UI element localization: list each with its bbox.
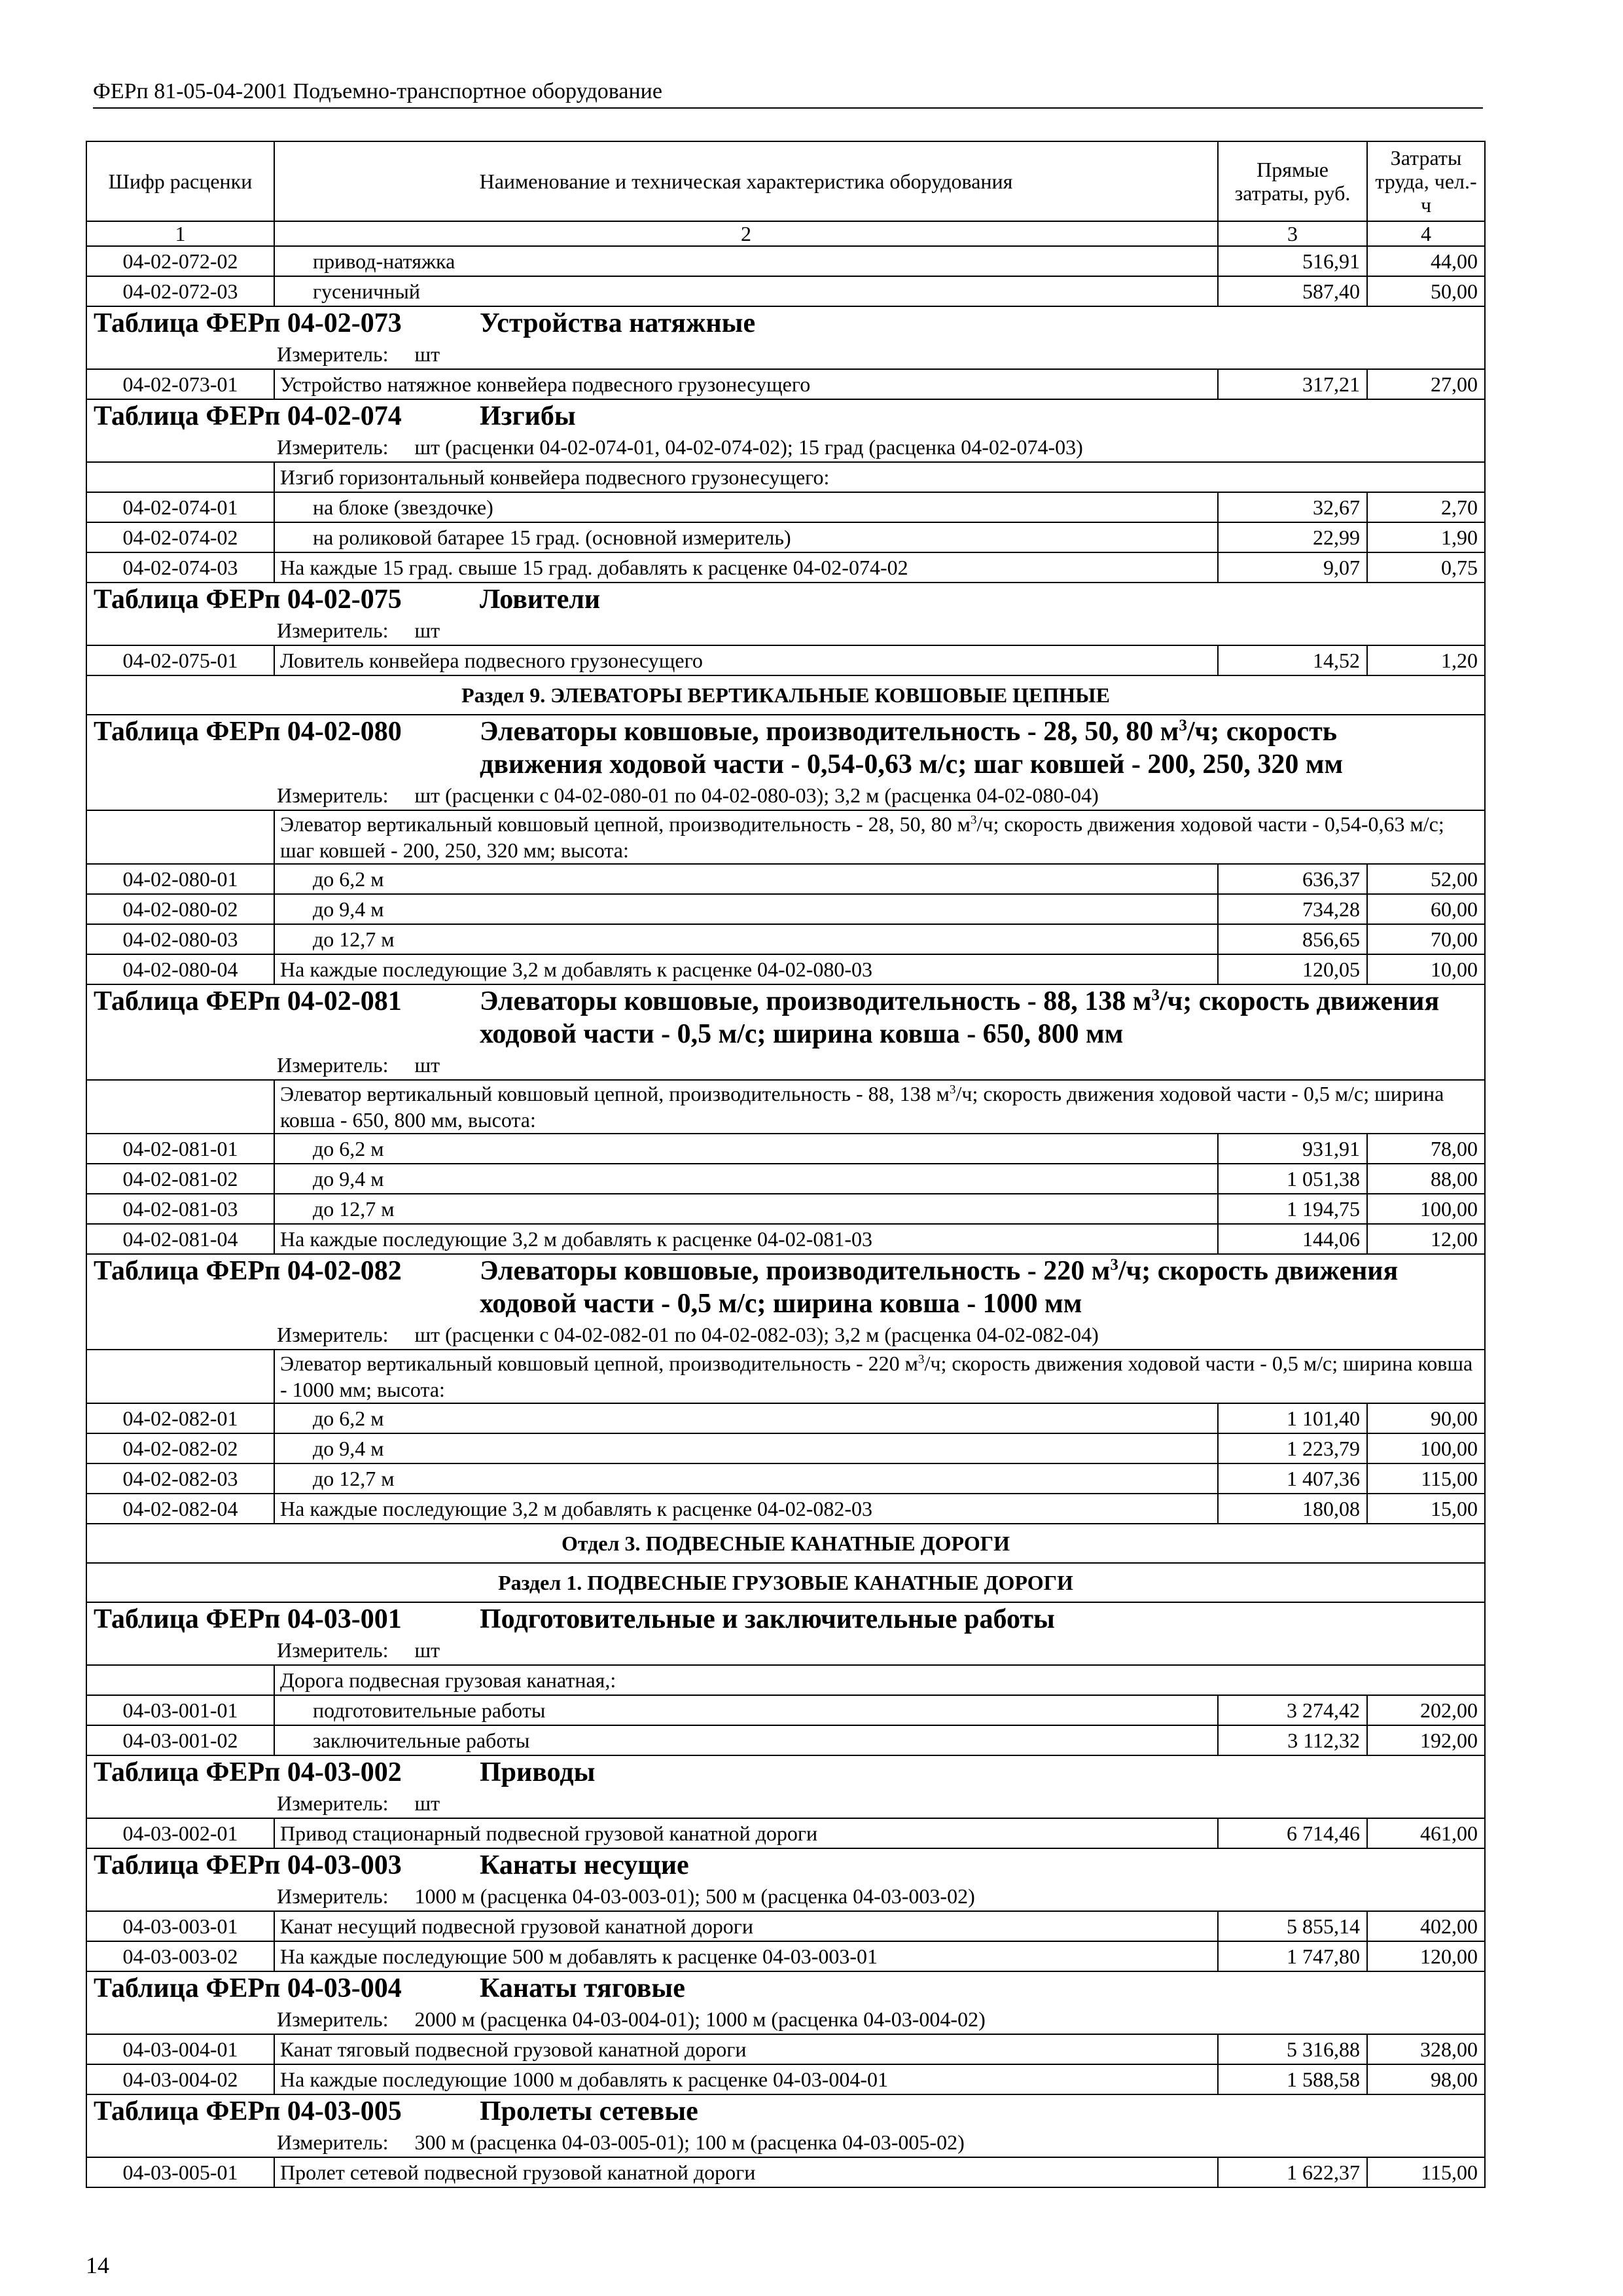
measure-cell <box>86 1636 1485 1665</box>
rate-code: 04-02-074-02 <box>86 522 274 552</box>
table-heading <box>87 583 1484 616</box>
table-row <box>86 1224 1485 1254</box>
table-heading-row <box>86 1254 1485 1320</box>
direct-cost: 1 407,36 <box>1218 1463 1367 1494</box>
table-number: Таблица ФЕРп 04-03-004 <box>94 1973 402 2003</box>
table-heading-cell <box>86 1971 1485 2005</box>
table-number: Таблица ФЕРп 04-02-080 <box>94 717 402 747</box>
rate-code: 04-02-072-03 <box>86 276 274 306</box>
column-header-cost: Прямые затраты, руб. <box>1218 141 1367 221</box>
measure-row <box>86 2005 1485 2034</box>
table-title: Приводы <box>480 1757 596 1787</box>
rate-code: 04-02-082-04 <box>86 1494 274 1524</box>
equipment-name: на блоке (звездочке) <box>274 492 1218 522</box>
table-heading-row <box>86 306 1485 340</box>
empty-cell <box>86 1665 274 1695</box>
labor-cost: 44,00 <box>1367 246 1485 276</box>
labor-cost: 100,00 <box>1367 1433 1485 1463</box>
table-title: Канаты несущие <box>480 1850 689 1880</box>
table-row <box>86 894 1485 924</box>
direct-cost: 636,37 <box>1218 864 1367 894</box>
labor-cost: 1,20 <box>1367 645 1485 675</box>
measure-cell <box>86 2005 1485 2034</box>
table-heading-cell <box>86 1848 1485 1882</box>
rate-code: 04-02-081-03 <box>86 1194 274 1224</box>
labor-cost: 100,00 <box>1367 1194 1485 1224</box>
measure-cell <box>86 1789 1485 1818</box>
rate-code: 04-02-081-01 <box>86 1134 274 1164</box>
equipment-name: Устройство натяжное конвейера подвесного грузонесущего <box>274 369 1218 399</box>
measure-value: шт (расценки с 04-02-082-01 по 04-02-082-03); 3,2 м (расценка 04-02-082-04) <box>414 1323 1099 1346</box>
measure-value: 300 м (расценка 04-03-005-01); 100 м (расценка 04-03-005-02) <box>414 2130 965 2154</box>
measure-cell <box>86 340 1485 369</box>
rate-code: 04-02-082-01 <box>86 1403 274 1433</box>
table-heading-cell <box>86 1254 1485 1320</box>
table-heading-cell <box>86 583 1485 616</box>
measure-row <box>86 2128 1485 2157</box>
table-title: Ловители <box>480 584 601 615</box>
measure-row <box>86 616 1485 645</box>
labor-cost: 12,00 <box>1367 1224 1485 1254</box>
table-title: Пролеты сетевые <box>480 2096 698 2126</box>
equipment-name: Ловитель конвейера подвесного грузонесущего <box>274 645 1218 675</box>
table-heading <box>87 715 1484 781</box>
table-heading <box>87 307 1484 340</box>
table-heading-row <box>86 2094 1485 2128</box>
table-heading <box>87 985 1484 1050</box>
table-row <box>86 2064 1485 2094</box>
table-row <box>86 1941 1485 1971</box>
measure-label: Измеритель: <box>277 1791 389 1815</box>
table-row <box>86 924 1485 954</box>
table-heading <box>87 2095 1484 2128</box>
group-row <box>86 1350 1485 1403</box>
table-heading-cell <box>86 2094 1485 2128</box>
group-row <box>86 1080 1485 1134</box>
table-row <box>86 276 1485 306</box>
column-header-code: Шифр расценки <box>86 141 274 221</box>
equipment-name: Канат несущий подвесной грузовой канатной дороги <box>274 1911 1218 1941</box>
section-row <box>86 1524 1485 1563</box>
table-number: Таблица ФЕРп 04-03-002 <box>94 1757 402 1787</box>
rate-code: 04-03-004-01 <box>86 2034 274 2064</box>
table-row <box>86 864 1485 894</box>
table-heading-row <box>86 1755 1485 1789</box>
superscript: 3 <box>949 1083 956 1097</box>
labor-cost: 27,00 <box>1367 369 1485 399</box>
measure-label: Измеритель: <box>277 435 389 459</box>
rate-code: 04-02-082-03 <box>86 1463 274 1494</box>
measure-label: Измеритель: <box>277 342 389 366</box>
equipment-name: до 6,2 м <box>274 864 1218 894</box>
table-title: Канаты тяговые <box>480 1973 685 2003</box>
table-title-part: Элеваторы ковшовые, производительность - 28, 50, 80 м <box>480 717 1179 747</box>
table-heading-cell <box>86 1602 1485 1636</box>
equipment-name: заключительные работы <box>274 1725 1218 1755</box>
page-number: 14 <box>86 2252 109 2278</box>
column-number-row <box>86 221 1485 246</box>
section-heading: Раздел 9. ЭЛЕВАТОРЫ ВЕРТИКАЛЬНЫЕ КОВШОВЫЕ ЦЕПНЫЕ <box>86 675 1485 715</box>
measure-cell <box>86 616 1485 645</box>
measure-cell <box>86 1882 1485 1911</box>
table-heading-row <box>86 715 1485 781</box>
table-heading-row <box>86 1971 1485 2005</box>
equipment-name: до 9,4 м <box>274 894 1218 924</box>
table-heading-row <box>86 583 1485 616</box>
rate-code: 04-02-074-03 <box>86 552 274 583</box>
measure-label: Измеритель: <box>277 1884 389 1908</box>
column-number-1: 1 <box>86 221 274 246</box>
group-row <box>86 1665 1485 1695</box>
measure-label: Измеритель: <box>277 1323 389 1346</box>
equipment-name: до 6,2 м <box>274 1403 1218 1433</box>
table-row <box>86 2157 1485 2187</box>
table-heading-row <box>86 399 1485 433</box>
measure-row <box>86 1636 1485 1665</box>
table-title: Устройства натяжные <box>480 308 756 338</box>
labor-cost: 52,00 <box>1367 864 1485 894</box>
direct-cost: 5 316,88 <box>1218 2034 1367 2064</box>
labor-cost: 90,00 <box>1367 1403 1485 1433</box>
column-header-labor: Затраты труда, чел.-ч <box>1367 141 1485 221</box>
direct-cost: 22,99 <box>1218 522 1367 552</box>
measure-row <box>86 433 1485 462</box>
table-row <box>86 954 1485 984</box>
labor-cost: 402,00 <box>1367 1911 1485 1941</box>
column-number-3: 3 <box>1218 221 1367 246</box>
direct-cost: 9,07 <box>1218 552 1367 583</box>
rate-code: 04-02-082-02 <box>86 1433 274 1463</box>
table-row <box>86 246 1485 276</box>
measure-cell <box>86 2128 1485 2157</box>
rate-code: 04-02-080-04 <box>86 954 274 984</box>
measure-row <box>86 1882 1485 1911</box>
measure-label: Измеритель: <box>277 783 389 807</box>
measure-label: Измеритель: <box>277 2007 389 2031</box>
labor-cost: 1,90 <box>1367 522 1485 552</box>
equipment-name: до 9,4 м <box>274 1433 1218 1463</box>
table-title <box>480 985 1484 1050</box>
measure-row <box>86 1789 1485 1818</box>
measure-value: 2000 м (расценка 04-03-004-01); 1000 м (расценка 04-03-004-02) <box>414 2007 986 2031</box>
direct-cost: 5 855,14 <box>1218 1911 1367 1941</box>
equipment-name: до 12,7 м <box>274 1463 1218 1494</box>
table-title-part: /ч; скорость движения ходовой части - 0,5 м/с; ширина ковша - 650, 800 мм <box>480 986 1440 1049</box>
table-number: Таблица ФЕРп 04-02-073 <box>94 308 402 338</box>
direct-cost: 144,06 <box>1218 1224 1367 1254</box>
equipment-name: до 12,7 м <box>274 924 1218 954</box>
table-title: Подготовительные и заключительные работы <box>480 1604 1055 1634</box>
table-row <box>86 1164 1485 1194</box>
rate-code: 04-02-080-02 <box>86 894 274 924</box>
column-header-name: Наименование и техническая характеристика оборудования <box>274 141 1218 221</box>
equipment-name: до 9,4 м <box>274 1164 1218 1194</box>
group-caption <box>274 1350 1485 1403</box>
measure-label: Измеритель: <box>277 1053 389 1077</box>
measure-label: Измеритель: <box>277 619 389 642</box>
labor-cost: 328,00 <box>1367 2034 1485 2064</box>
rate-code: 04-02-080-01 <box>86 864 274 894</box>
labor-cost: 10,00 <box>1367 954 1485 984</box>
labor-cost: 115,00 <box>1367 1463 1485 1494</box>
rate-code: 04-03-001-01 <box>86 1695 274 1725</box>
labor-cost: 192,00 <box>1367 1725 1485 1755</box>
column-number-2: 2 <box>274 221 1218 246</box>
measure-label: Измеритель: <box>277 2130 389 2154</box>
direct-cost: 3 274,42 <box>1218 1695 1367 1725</box>
direct-cost: 14,52 <box>1218 645 1367 675</box>
table-heading-cell <box>86 399 1485 433</box>
direct-cost: 1 747,80 <box>1218 1941 1367 1971</box>
direct-cost: 3 112,32 <box>1218 1725 1367 1755</box>
section-row <box>86 1563 1485 1602</box>
department-heading: Отдел 3. ПОДВЕСНЫЕ КАНАТНЫЕ ДОРОГИ <box>86 1524 1485 1563</box>
rate-code: 04-02-073-01 <box>86 369 274 399</box>
table-heading-row <box>86 1602 1485 1636</box>
table-title-part: Элеваторы ковшовые, производительность - 220 м <box>480 1256 1111 1286</box>
labor-cost: 0,75 <box>1367 552 1485 583</box>
group-caption: Изгиб горизонтальный конвейера подвесного грузонесущего: <box>274 462 1485 492</box>
rate-code: 04-03-004-02 <box>86 2064 274 2094</box>
group-caption-part: /ч; скорость движения ходовой части - 0,5 м/с; ширина ковша - 650, 800 мм, высота: <box>280 1082 1444 1132</box>
measure-cell <box>86 1050 1485 1080</box>
equipment-name: На каждые последующие 1000 м добавлять к расценке 04-03-004-01 <box>274 2064 1218 2094</box>
table-title-part: /ч; скорость движения ходовой части - 0,5 м/с; ширина ковша - 1000 мм <box>480 1256 1399 1319</box>
table-row <box>86 1818 1485 1848</box>
rate-code: 04-02-081-04 <box>86 1224 274 1254</box>
direct-cost: 317,21 <box>1218 369 1367 399</box>
group-caption <box>274 1080 1485 1134</box>
direct-cost: 6 714,46 <box>1218 1818 1367 1848</box>
equipment-name: до 6,2 м <box>274 1134 1218 1164</box>
table-row <box>86 1695 1485 1725</box>
equipment-name: На каждые последующие 3,2 м добавлять к расценке 04-02-082-03 <box>274 1494 1218 1524</box>
labor-cost: 78,00 <box>1367 1134 1485 1164</box>
labor-cost: 70,00 <box>1367 924 1485 954</box>
group-caption-part: Элеватор вертикальный ковшовый цепной, производительность - 220 м <box>280 1352 918 1375</box>
table-heading <box>87 1603 1484 1636</box>
table-row <box>86 369 1485 399</box>
superscript: 3 <box>918 1352 925 1367</box>
labor-cost: 60,00 <box>1367 894 1485 924</box>
table-row <box>86 492 1485 522</box>
table-number: Таблица ФЕРп 04-02-081 <box>94 986 402 1016</box>
table-number: Таблица ФЕРп 04-02-082 <box>94 1256 402 1286</box>
table-heading-cell <box>86 306 1485 340</box>
direct-cost: 1 223,79 <box>1218 1433 1367 1463</box>
direct-cost: 856,65 <box>1218 924 1367 954</box>
table-row <box>86 522 1485 552</box>
group-caption <box>274 810 1485 864</box>
direct-cost: 32,67 <box>1218 492 1367 522</box>
labor-cost: 461,00 <box>1367 1818 1485 1848</box>
measure-label: Измеритель: <box>277 1638 389 1662</box>
table-heading-cell <box>86 984 1485 1050</box>
table-heading-cell <box>86 1755 1485 1789</box>
direct-cost: 734,28 <box>1218 894 1367 924</box>
table-title: Изгибы <box>480 401 576 431</box>
table-row <box>86 552 1485 583</box>
measure-cell <box>86 433 1485 462</box>
labor-cost: 120,00 <box>1367 1941 1485 1971</box>
table-heading <box>87 1756 1484 1789</box>
rate-code: 04-02-081-02 <box>86 1164 274 1194</box>
empty-cell <box>86 1350 274 1403</box>
labor-cost: 202,00 <box>1367 1695 1485 1725</box>
labor-cost: 115,00 <box>1367 2157 1485 2187</box>
running-header: ФЕРп 81-05-04-2001 Подъемно-транспортное оборудование <box>93 77 1483 109</box>
group-caption-part: Элеватор вертикальный ковшовый цепной, производительность - 28, 50, 80 м <box>280 812 971 836</box>
table-row <box>86 1433 1485 1463</box>
measure-value: шт (расценки с 04-02-080-01 по 04-02-080-03); 3,2 м (расценка 04-02-080-04) <box>414 783 1099 807</box>
table-row <box>86 1494 1485 1524</box>
table-number: Таблица ФЕРп 04-03-005 <box>94 2096 402 2126</box>
table-number: Таблица ФЕРп 04-02-075 <box>94 584 402 615</box>
column-header-row <box>86 141 1485 221</box>
equipment-name: На каждые последующие 3,2 м добавлять к расценке 04-02-080-03 <box>274 954 1218 984</box>
equipment-name: Канат тяговый подвесной грузовой канатной дороги <box>274 2034 1218 2064</box>
rate-code: 04-02-074-01 <box>86 492 274 522</box>
table-heading-row <box>86 1848 1485 1882</box>
rate-code: 04-03-002-01 <box>86 1818 274 1848</box>
equipment-name: на роликовой батарее 15 град. (основной измеритель) <box>274 522 1218 552</box>
direct-cost: 1 101,40 <box>1218 1403 1367 1433</box>
table-number: Таблица ФЕРп 04-03-003 <box>94 1850 402 1880</box>
rate-code: 04-03-005-01 <box>86 2157 274 2187</box>
equipment-name: до 12,7 м <box>274 1194 1218 1224</box>
measure-value: шт (расценки 04-02-074-01, 04-02-074-02); 15 град (расценка 04-02-074-03) <box>414 435 1083 459</box>
table-title <box>480 1255 1484 1320</box>
equipment-name: Привод стационарный подвесной грузовой канатной дороги <box>274 1818 1218 1848</box>
group-caption: Дорога подвесная грузовая канатная,: <box>274 1665 1485 1695</box>
measure-cell <box>86 1320 1485 1350</box>
direct-cost: 587,40 <box>1218 276 1367 306</box>
section-heading: Раздел 1. ПОДВЕСНЫЕ ГРУЗОВЫЕ КАНАТНЫЕ ДОРОГИ <box>86 1563 1485 1602</box>
direct-cost: 931,91 <box>1218 1134 1367 1164</box>
empty-cell <box>86 1080 274 1134</box>
equipment-name: Пролет сетевой подвесной грузовой канатной дороги <box>274 2157 1218 2187</box>
rate-code: 04-03-003-02 <box>86 1941 274 1971</box>
price-table <box>86 141 1486 2188</box>
table-title-part: Элеваторы ковшовые, производительность - 88, 138 м <box>480 986 1152 1016</box>
labor-cost: 2,70 <box>1367 492 1485 522</box>
rate-code: 04-03-001-02 <box>86 1725 274 1755</box>
labor-cost: 50,00 <box>1367 276 1485 306</box>
labor-cost: 88,00 <box>1367 1164 1485 1194</box>
direct-cost: 516,91 <box>1218 246 1367 276</box>
measure-row <box>86 340 1485 369</box>
measure-value: 1000 м (расценка 04-03-003-01); 500 м (расценка 04-03-003-02) <box>414 1884 975 1908</box>
table-row <box>86 1463 1485 1494</box>
table-heading <box>87 1972 1484 2005</box>
equipment-name: На каждые последующие 500 м добавлять к расценке 04-03-003-01 <box>274 1941 1218 1971</box>
measure-value: шт <box>414 342 440 366</box>
table-number: Таблица ФЕРп 04-02-074 <box>94 401 402 431</box>
section-row <box>86 675 1485 715</box>
table-heading <box>87 1255 1484 1320</box>
group-caption-part: Элеватор вертикальный ковшовый цепной, производительность - 88, 138 м <box>280 1082 950 1105</box>
price-table-body <box>86 141 1485 2187</box>
measure-row <box>86 1050 1485 1080</box>
rate-code: 04-03-003-01 <box>86 1911 274 1941</box>
table-row <box>86 645 1485 675</box>
equipment-name: гусеничный <box>274 276 1218 306</box>
table-row <box>86 1403 1485 1433</box>
table-number: Таблица ФЕРп 04-03-001 <box>94 1604 402 1634</box>
direct-cost: 120,05 <box>1218 954 1367 984</box>
table-title <box>480 715 1484 781</box>
equipment-name: На каждые 15 град. свыше 15 град. добавлять к расценке 04-02-074-02 <box>274 552 1218 583</box>
superscript: 3 <box>1179 717 1187 734</box>
labor-cost: 98,00 <box>1367 2064 1485 2094</box>
equipment-name: На каждые последующие 3,2 м добавлять к расценке 04-02-081-03 <box>274 1224 1218 1254</box>
direct-cost: 1 194,75 <box>1218 1194 1367 1224</box>
equipment-name: привод-натяжка <box>274 246 1218 276</box>
measure-value: шт <box>414 1053 440 1077</box>
direct-cost: 1 622,37 <box>1218 2157 1367 2187</box>
measure-value: шт <box>414 619 440 642</box>
table-row <box>86 1194 1485 1224</box>
table-heading <box>87 1849 1484 1882</box>
group-caption-part: /ч; скорость движения ходовой части - 0,5 м/с; ширина ковша - 1000 мм; высота: <box>280 1352 1473 1401</box>
equipment-name: подготовительные работы <box>274 1695 1218 1725</box>
direct-cost: 180,08 <box>1218 1494 1367 1524</box>
table-row <box>86 1134 1485 1164</box>
table-heading-cell <box>86 715 1485 781</box>
empty-cell <box>86 810 274 864</box>
direct-cost: 1 051,38 <box>1218 1164 1367 1194</box>
direct-cost: 1 588,58 <box>1218 2064 1367 2094</box>
measure-value: шт <box>414 1791 440 1815</box>
table-heading <box>87 400 1484 433</box>
empty-cell <box>86 462 274 492</box>
measure-cell <box>86 781 1485 810</box>
measure-row <box>86 781 1485 810</box>
table-row <box>86 2034 1485 2064</box>
measure-value: шт <box>414 1638 440 1662</box>
rate-code: 04-02-075-01 <box>86 645 274 675</box>
superscript: 3 <box>1151 986 1160 1004</box>
rate-code: 04-02-080-03 <box>86 924 274 954</box>
table-row <box>86 1911 1485 1941</box>
labor-cost: 15,00 <box>1367 1494 1485 1524</box>
table-row <box>86 1725 1485 1755</box>
column-number-4: 4 <box>1367 221 1485 246</box>
rate-code: 04-02-072-02 <box>86 246 274 276</box>
group-row <box>86 810 1485 864</box>
table-title-part: /ч; скорость движения ходовой части - 0,54-0,63 м/с; шаг ковшей - 200, 250, 320 мм <box>480 717 1344 780</box>
group-caption-part: /ч; скорость движения ходовой части - 0,54-0,63 м/с; шаг ковшей - 200, 250, 320 мм; высота: <box>280 812 1444 862</box>
group-row <box>86 462 1485 492</box>
measure-row <box>86 1320 1485 1350</box>
superscript: 3 <box>970 813 977 827</box>
superscript: 3 <box>1110 1256 1118 1274</box>
table-heading-row <box>86 984 1485 1050</box>
